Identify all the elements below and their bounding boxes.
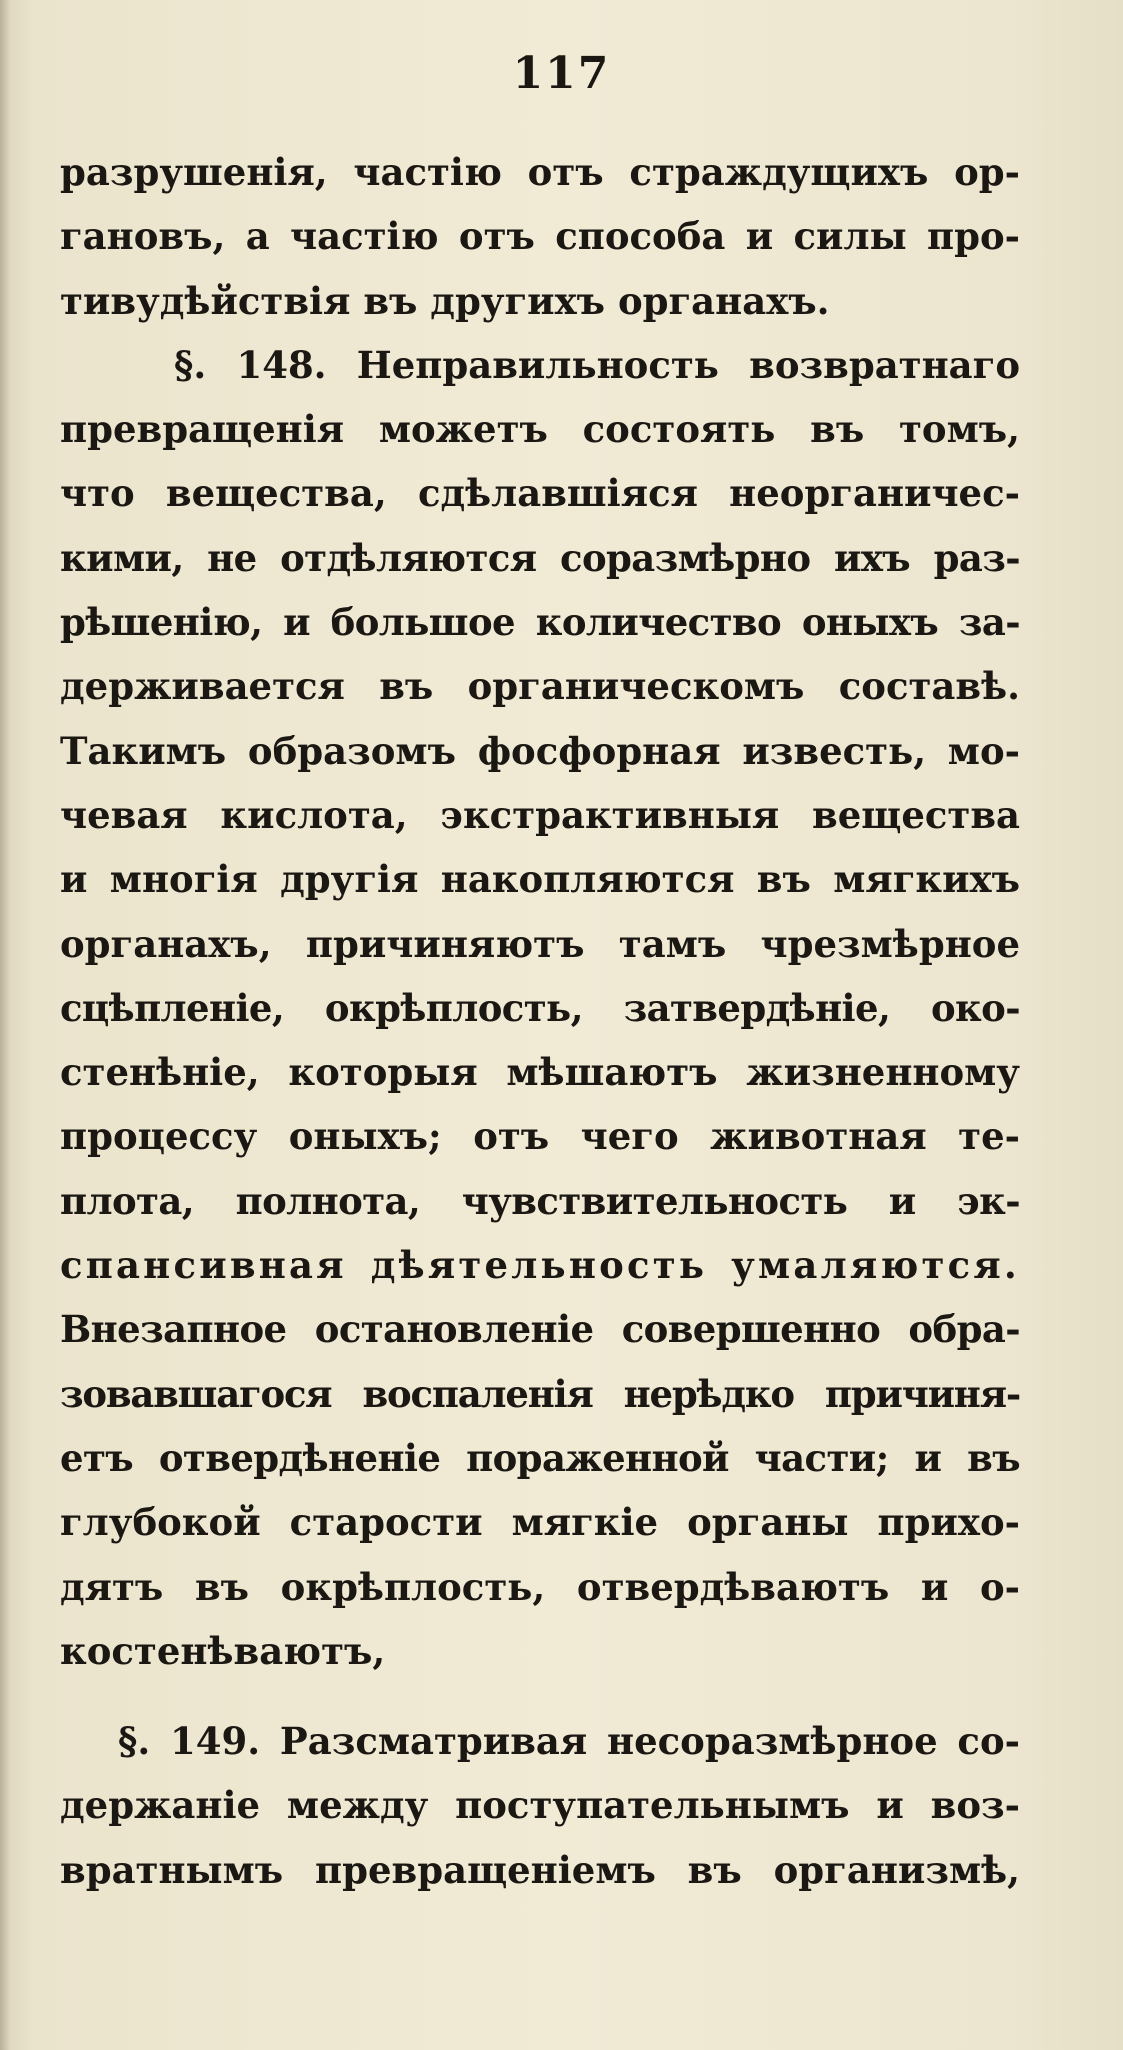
text-line: процессу оныхъ; отъ чего животная те- [60, 1114, 1020, 1159]
text-line: кими, не отдѣляются соразмѣрно ихъ раз- [60, 535, 1020, 580]
text-line: стенѣніе, которыя мѣшаютъ жизненному [60, 1050, 1020, 1095]
paragraph-continuation [60, 140, 1020, 333]
text-line: превращенія можетъ состоять въ томъ, [60, 407, 1020, 452]
text-line: плота, полнота, чувствительность и эк- [60, 1178, 1020, 1223]
text-line: костенѣваютъ, [60, 1628, 386, 1673]
text-line: глубокой старости мягкіе органы прихо- [60, 1500, 1020, 1545]
paragraph-148 [60, 333, 1020, 1683]
text-line: Внезапное остановленіе совершенно обра- [60, 1307, 1020, 1352]
text-line: дятъ въ окрѣплость, отвердѣваютъ и о- [60, 1564, 1020, 1609]
text-line: рѣшенію, и большое количество оныхъ за- [60, 600, 1020, 645]
text-line: етъ отвердѣненіе пораженной части; и въ [60, 1435, 1020, 1480]
text-line: что вещества, сдѣлавшіяся неорганичес- [60, 471, 1020, 516]
text-line: разрушенія, частію отъ страждущихъ ор- [60, 150, 1020, 194]
text-line: тивудѣйствія въ другихъ органахъ. [60, 278, 830, 323]
section-heading-line: §. 148. Неправильность возвратнаго [174, 342, 1020, 387]
section-heading-line: §. 149. Разсматривая несоразмѣрное со- [118, 1719, 1020, 1764]
text-line: и многія другія накопляются въ мягкихъ [60, 857, 1020, 902]
text-line: держивается въ органическомъ составѣ. [60, 664, 1020, 709]
text-line: гановъ, а частію отъ способа и силы про- [60, 214, 1020, 259]
page-number: 117 [512, 48, 611, 99]
text-line: сцѣпленіе, окрѣплость, затвердѣніе, око- [60, 985, 1020, 1030]
paragraph-149 [60, 1709, 1020, 1902]
text-line: держаніе между поступательнымъ и воз- [60, 1783, 1020, 1828]
text-line: вратнымъ превращеніемъ въ организмѣ, [60, 1847, 1020, 1892]
page-edge-shadow [0, 0, 10, 2050]
text-line: чевая кислота, экстрактивныя вещества [60, 792, 1020, 837]
text-line: органахъ, причиняютъ тамъ чрезмѣрное [60, 921, 1020, 966]
text-line: спансивная дѣятельность умаляются. [60, 1243, 1020, 1288]
text-line: Такимъ образомъ фосфорная известь, мо- [60, 728, 1020, 773]
body-text [60, 140, 1020, 1902]
text-line: зовавшагося воспаленія нерѣдко причиня- [60, 1371, 1020, 1416]
